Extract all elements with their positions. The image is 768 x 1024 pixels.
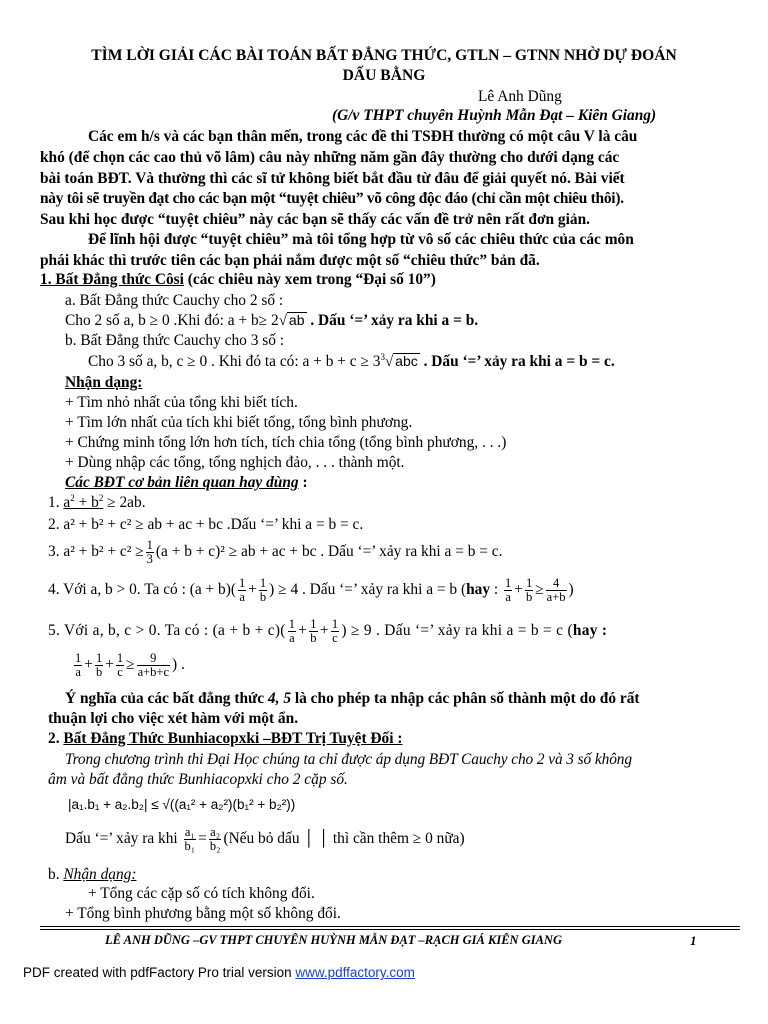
cauchy-2-equality: . Dấu ‘=’ xảy ra khi a = b. — [310, 312, 479, 329]
section-number: 2. — [48, 730, 64, 747]
bunhiacopxki-formula: |a₁.b₁ + a₂.b₂| ≤ √((a₁² + a₂²)(b₁² + b₂²)) — [68, 797, 296, 812]
meaning-line — [65, 689, 640, 708]
intro-line: Để lĩnh hội được “tuyệt chiêu” mà tôi tổng hợp từ vô số các chiêu thức của các môn — [88, 231, 634, 248]
fraction-1-over-c: $\frac{1}{c}$ — [331, 617, 339, 645]
inequality-5-continued: $\frac{1}{a}$ + $\frac{1}{b}$ + $\frac{1}{c}$ ≥ $\frac{9}{a+b+c}$ ) . — [75, 651, 185, 679]
intro-line: Sau khi học được “tuyệt chiêu” này các bạn sẽ thấy các vấn đề trở nên rất đơn giản. — [40, 211, 590, 228]
fraction-4-over-sum: $\frac{4}{a+b}$ — [546, 576, 566, 604]
fraction-1-over-a: $\frac{1}{a}$ — [75, 651, 82, 679]
fraction-1-over-a: $\frac{1}{a}$ — [505, 576, 512, 604]
close-paren: ) — [568, 581, 574, 599]
inequality-2: 2. a² + b² + c² ≥ ab + ac + bc .Dấu ‘=’ khi a = b = c. — [48, 516, 364, 533]
cauchy-3-equality: . Dấu ‘=’ xảy ra khi a = b = c. — [423, 353, 615, 370]
inequality-3-rhs: (a + b + c)² ≥ ab + ac + bc . Dấu ‘=’ xảy ra khi a = b = c. — [155, 543, 503, 561]
cauchy-2-text: Cho 2 số a, b ≥ 0 .Khi đó: a + b≥ 2 — [65, 312, 279, 329]
section-1-note: (các chiêu này xem trong “Đại số 10”) — [183, 271, 436, 288]
meaning-line-2: thuận lợi cho việc xét hàm với một ẩn. — [48, 710, 299, 727]
cauchy-3-statement — [88, 352, 615, 372]
inequality-4: 4. Với a, b > 0. Ta có : (a + b)( $\frac{1}{a}$ + $\frac{1}{b}$ ) ≥ 4 . Dấu ‘=’ xảy ra khi a = b (hay : $\frac{1}{a}$ + $\frac{1}{b}$ ≥ $\frac{4}{a+b}$ ) — [48, 576, 574, 604]
colon: : — [597, 622, 608, 640]
title-line-1: TÌM LỜI GIẢI CÁC BÀI TOÁN BẤT ĐẲNG THỨC, GTLN – GTNN NHỜ DỰ ĐOÁN — [91, 47, 677, 64]
footer-rule — [40, 926, 740, 927]
equality-lead: Dấu ‘=’ xảy ra khi — [65, 830, 178, 848]
pdf-notice-text: PDF created with pdfFactory Pro trial version — [23, 965, 296, 980]
intro-line: bài toán BĐT. Và thường thì các sĩ tử không biết bắt đầu từ đâu để giải quyết nó. Bài viết — [40, 170, 625, 187]
footer-text: LÊ ANH DŨNG –GV THPT CHUYÊN HUỲNH MẪN ĐẠT –RẠCH GIÁ KIÊN GIANG — [105, 933, 562, 947]
item-letter: b. — [48, 866, 64, 883]
pdffactory-link[interactable]: www.pdffactory.com — [295, 965, 415, 980]
fraction-1-over-a: $\frac{1}{a}$ — [238, 576, 246, 604]
sqrt-symbol: √ — [384, 354, 394, 370]
bunhiacopxki-equality: Dấu ‘=’ xảy ra khi $\frac{\text{a₁}}{\text{b₁}}$ = $\frac{\text{a₂}}{\text{b₂}}$ (Nếu bỏ dấu │ │ thì cần thêm ≥ 0 nữa) — [65, 825, 465, 853]
inequality-1 — [48, 493, 146, 512]
item-number: 1. — [48, 494, 60, 511]
inequality-4-mid: ) ≥ 4 . Dấu ‘=’ xảy ra khi a = b ( — [269, 581, 467, 599]
recognition-heading-2 — [48, 865, 137, 884]
inequality-1-rhs: ≥ 2ab. — [103, 494, 146, 511]
basic-inequalities-title: Các BĐT cơ bản liên quan hay dùng — [65, 474, 299, 491]
inequality-3-lhs: 3. a² + b² + c² ≥ — [48, 543, 144, 561]
inequality-3 — [48, 539, 502, 566]
sqrt-symbol: √ — [278, 313, 287, 329]
term: + b — [74, 494, 99, 511]
title-line-2: DẤU BẰNG — [342, 67, 426, 84]
intro-line: khó (để chọn các cao thủ võ lâm) câu này những năm gần đây thường cho dưới dạng các — [40, 149, 620, 166]
sqrt-radicand: abc — [395, 353, 418, 369]
fraction-one-third: $\frac{1}{3}$ — [146, 538, 153, 566]
term: a — [63, 494, 71, 511]
recognition-item: + Tìm lớn nhất của tích khi biết tổng, tổng bình phương. — [65, 414, 413, 431]
fraction-1-over-b: $\frac{1}{b}$ — [259, 576, 267, 604]
hay-label: hay — [466, 581, 491, 599]
author-name: Lê Anh Dũng — [478, 88, 562, 105]
page-number: 1 — [690, 933, 697, 948]
footer-rule — [40, 929, 740, 930]
fraction-9-over-sum: $\frac{9}{a+b+c}$ — [137, 651, 170, 679]
cauchy-3-text: Cho 3 số a, b, c ≥ 0 . Khi đó ta có: a + b + c ≥ 3 — [88, 353, 381, 370]
fraction-1-over-b: $\frac{1}{b}$ — [310, 617, 317, 645]
section-2-title: Bất Đẳng Thức Bunhiacopxki –BĐT Trị Tuyệt Đối : — [63, 730, 403, 747]
intro-line: này tôi sẽ truyền đạt cho các bạn một “tuyệt chiêu” võ công độc đáo (chỉ cần một chiêu thôi). — [40, 190, 624, 207]
fraction-1-over-b: $\frac{1}{b}$ — [95, 651, 103, 679]
heading-colon: : — [298, 474, 308, 491]
inequality-4-lead: 4. Với a, b > 0. Ta có : (a + b)( — [48, 581, 236, 599]
section-2-note: Trong chương trình thi Đại Học chúng ta chỉ được áp dụng BĐT Cauchy cho 2 và 3 số không — [65, 751, 632, 768]
recognition-title: Nhận dạng: — [63, 866, 137, 883]
cauchy-2-label: a. Bất Đẳng thức Cauchy cho 2 số : — [65, 292, 284, 309]
recognition-heading: Nhận dạng: — [65, 374, 143, 391]
section-1-title: 1. Bất Đẳng thức Côsi — [40, 271, 184, 288]
section-2-note: âm và bất đẳng thức Bunhiacopxki cho 2 cặp số. — [48, 771, 348, 788]
inequality-5: 5. Với a, b, c > 0. Ta có : (a + b + c)( $\frac{1}{a}$ + $\frac{1}{b}$ + $\frac{1}{c}$ ) ≥ 9 . Dấu ‘=’ xảy ra khi a = b = c (hay : — [48, 617, 608, 645]
meaning-text: Ý nghĩa của các bất đẳng thức — [65, 690, 268, 707]
cauchy-2-statement — [65, 311, 478, 331]
intro-line: phái khác thì trước tiên các bạn phải nắm được một số “chiêu thức” bản đã. — [40, 252, 540, 269]
basic-inequalities-heading — [65, 473, 308, 492]
fraction-1-over-c: $\frac{1}{c}$ — [116, 651, 124, 679]
fraction-1-over-a: $\frac{1}{a}$ — [288, 617, 296, 645]
intro-line: Các em h/s và các bạn thân mến, trong các đề thi TSĐH thường có một câu V là câu — [88, 128, 638, 145]
recognition-item: + Tổng bình phương bằng một số không đổi. — [65, 905, 341, 922]
fraction-1-over-b: $\frac{1}{b}$ — [525, 576, 533, 604]
section-2-heading — [48, 729, 402, 748]
sqrt-radicand: ab — [288, 312, 305, 328]
meaning-numbers: 4, 5 — [267, 690, 292, 707]
inequality-5-mid: ) ≥ 9 . Dấu ‘=’ xảy ra khi a = b = c ( — [341, 622, 573, 640]
inequality-1-lhs: $a^2 + b^2$ — [63, 492, 104, 511]
close-paren: ) . — [172, 656, 185, 674]
fraction-a2-over-b2: $\frac{\text{a₂}}{\text{b₂}}$ — [209, 825, 221, 853]
recognition-item: + Tổng các cặp số có tích không đổi. — [88, 885, 315, 902]
root-index: 3 — [380, 351, 385, 362]
equality-note: (Nếu bỏ dấu │ │ thì cần thêm ≥ 0 nữa) — [223, 830, 465, 848]
meaning-text: là cho phép ta nhập các phân số thành một do đó rất — [291, 690, 640, 707]
pdf-notice — [23, 965, 415, 980]
recognition-item: + Dùng nhập các tổng, tổng nghịch đảo, . . . thành một. — [65, 454, 405, 471]
author-affiliation: (G/v THPT chuyên Huỳnh Mẫn Đạt – Kiên Giang) — [332, 107, 657, 124]
inequality-5-lead: 5. Với a, b, c > 0. Ta có : (a + b + c)( — [48, 622, 286, 640]
hay-label: hay — [572, 622, 598, 640]
cauchy-3-label: b. Bất Đẳng thức Cauchy cho 3 số : — [65, 332, 285, 349]
recognition-item: + Chứng minh tổng lớn hơn tích, tích chia tổng (tổng bình phương, . . .) — [65, 434, 507, 451]
fraction-a1-over-b1: $\frac{\text{a₁}}{\text{b₁}}$ — [184, 825, 196, 853]
recognition-item: + Tìm nhỏ nhất của tổng khi biết tích. — [65, 394, 298, 411]
colon: : — [490, 581, 499, 599]
section-1-heading — [40, 270, 436, 289]
